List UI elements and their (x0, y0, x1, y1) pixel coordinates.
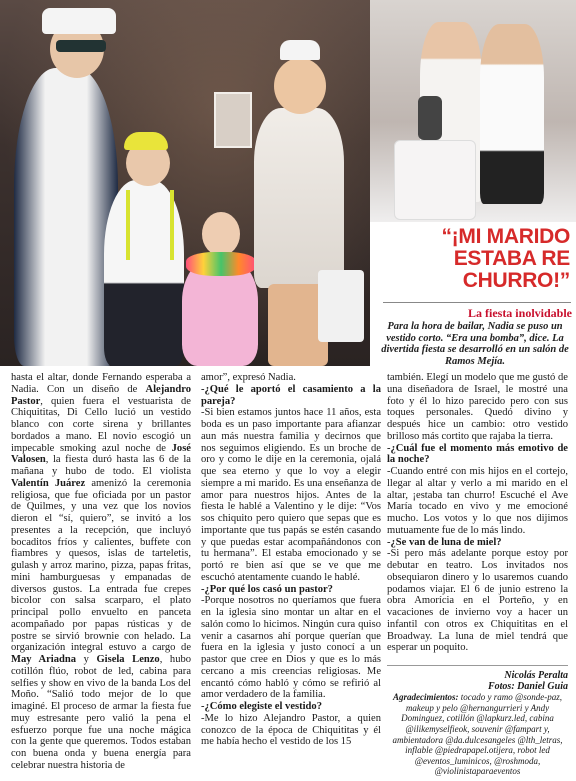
groom-hat (42, 8, 116, 34)
wall-frame (214, 92, 252, 148)
body-text: , la fiesta duró hasta las 6 de la mañana y hubo de todo. El violista (11, 454, 191, 477)
interview-question: -¿Cómo elegiste el vestido? (201, 701, 322, 712)
credits-block (387, 671, 568, 777)
author-credit: Nicolás Peralta (504, 670, 568, 681)
paper-bag (318, 270, 364, 342)
body-text: amenizó la ceremonia religiosa, que fue oficiada por un pastor de Quilmes, y una vez que los novios dieron el “sí, quiero”, se invitó a los presentes a la recepción, que incluyó bocaditos fríos y calientes, buffete con fiambres y quesos, islas de tarteletis, gulash y arroz marino, pizza, papas fritas, mini hamburguesas y empanadas de diversos gustos. La entrada fue crepes bicolor con salsa scarparo, el plato principal pollo envuelto en panceta acompañado por papas rústicas y de postre se sirvió brownie con helado. La organización integral estuvo a cargo de (11, 477, 191, 654)
groom-figure (14, 68, 118, 366)
interview-answer: -Si bien estamos juntos hace 11 años, esta boda es un paso importante para afianzar aun más nuestra familia y decirnos que nos seguimos eligiendo. Es un broche de oro y como le dije en la ceremonia, ojalá que sea eterno y que lo voy a elegir siempre a mi marido. Es una enseñanza de amor para nuestros hijos. Antes de la fiesta le hablé a Valentino y le dije: “Vos sos chiquito pero quiero que sepas que es importante que tus papás se estén casando y que puedas estar acompañándonos con tu hermana”. El estaba emocionado y se portó re bien así que se ve que me escuchó atentamente cuando le hablé. (201, 407, 381, 583)
photo-caption: Para la hora de bailar, Nadia se puso un vestido corto. “Era una bomba”, dice. La divertida fiesta se desarrolló en un salón de Ramos Mejía. (381, 321, 569, 367)
title-box (378, 226, 570, 298)
body-text: y (76, 654, 97, 665)
interview-answer: -Si pero más adelante porque estoy por debutar en teatro. Los invitados nos obsequiaron dinero y lo usaremos cuando podamos viajar. El 6 de junio estreno la obra Amorícia en el Porteño, y en vacaciones de invierno voy a hacer un infantil con otros ex Chiquititas en el Broadway. La luna de miel tendrá que esperar un poquito. (387, 548, 568, 654)
interview-question: -¿Qué le aportó el casamiento a la pareja? (201, 383, 381, 407)
interview-answer: también. Elegí un modelo que me gustó de una diseñadora de Israel, le mostré una foto y él lo hizo parecido pero con sus toques personales. Quedó divino y después hice un cambio: otro vestido brilloso más cortito que rajaba la tierra. (387, 372, 568, 442)
wedding-cake (394, 140, 476, 220)
interview-question: -¿Se van de luna de miel? (387, 536, 502, 548)
bold-name: Alejandro Pastor (11, 383, 191, 407)
bold-name: Gisela Lenzo (96, 654, 160, 665)
interview-question: -¿Por qué los casó un pastor? (201, 583, 333, 595)
bold-name: José Valosen (11, 442, 191, 466)
wedding-photo-right (370, 0, 576, 222)
groom-glasses (56, 40, 106, 52)
wedding-photo-main (0, 0, 370, 366)
bold-name: Valentín Juárez (11, 477, 86, 489)
interview-answer: -Me lo hizo Alejandro Pastor, a quien conozco de la época de Chiquititas y él me había hecho el vestido de los 15 (201, 712, 381, 748)
title-divider (383, 302, 571, 303)
interview-question: -¿Cuál fue el momento más emotivo de la noche? (387, 442, 568, 466)
girl-lei (186, 252, 256, 276)
interview-answer: -Porque nosotros no queríamos que fuera en la iglesia sino montar un altar en el salón como lo hicimos. Ningún cura quiso venir a casarnos ahí porque querían que fuera en la iglesia y justo conocí a un pastor que cree en Dios y que es lo más cercano a mis creencias religiosas. Me encantó cómo habló y cómo se refirió al amor verdadero de la familia. (201, 595, 381, 701)
section-subhead: La fiesta inolvidable (467, 306, 572, 320)
bride-head (274, 58, 326, 114)
article-column-3 (387, 372, 568, 654)
interview-answer: -Cuando entré con mis hijos en el cortejo, llegar al altar y verlo a mi marido en el altar, ¡estaba tan churro! Escuché el Ave María tocado en vivo y me emocioné mucho. Los votos y lo que nos dijimos mutuamente fue de lo más lindo. (387, 466, 568, 536)
cake-topper (418, 96, 442, 140)
article-column-2 (201, 372, 381, 748)
body-text: hasta el altar, donde Fernando esperaba a Nadia. Con un diseño de (11, 372, 191, 395)
bold-name: May Ariadna (11, 654, 77, 665)
bride-figure (254, 108, 344, 288)
boy-suspenders (126, 190, 174, 260)
boy-cap (124, 132, 168, 150)
interview-answer: amor”, expresó Nadia. (201, 372, 296, 383)
credits-divider (387, 665, 568, 666)
body-text: , hubo cotillón flúo, robot de led, cabina para selfies y show en vivo de la banda Los del Moño. “Salió todo mejor de lo que imaginé. El proceso de armar la fiesta fue muy estresante pero valió la pena el esfuerzo porque fue una noche mágica con la gente que queremos. Todos estaban con buena onda y buena energía para celebrar nuestra historia de (11, 654, 192, 771)
photo-credit: Fotos: Daniel Guia (487, 680, 568, 692)
groom-right (480, 24, 544, 204)
acknowledgements (387, 692, 568, 777)
body-text: , quien fuera el vestuarista de Chiquititas, Di Cello lució un vestido blanco con corte sirena y brillantes bordados a mano. El novio escogió un impecable smoking azul noche de (11, 395, 191, 454)
ack-text: tocado y ramo @sonde-paz, makeup y pelo @hernangurrieri y Andy Dominguez, cotillón @lapkurz.led, cabina @ilikemyselfieok, souvenir @fampart y, ambientadora @da.dulcesangeles @lth_letras, inflable @piedrapapel.otijera, robot led @eventos_luminicos, @roshmoda, @violinistaparaeventos (392, 692, 563, 777)
bride-tiara (280, 40, 320, 60)
article-column-1 (11, 372, 191, 772)
ack-label: Agradecimientos: (392, 692, 459, 703)
page-title: “¡MI MARIDO ESTABA RE CHURRO!” (441, 225, 570, 292)
girl-head (202, 212, 240, 256)
